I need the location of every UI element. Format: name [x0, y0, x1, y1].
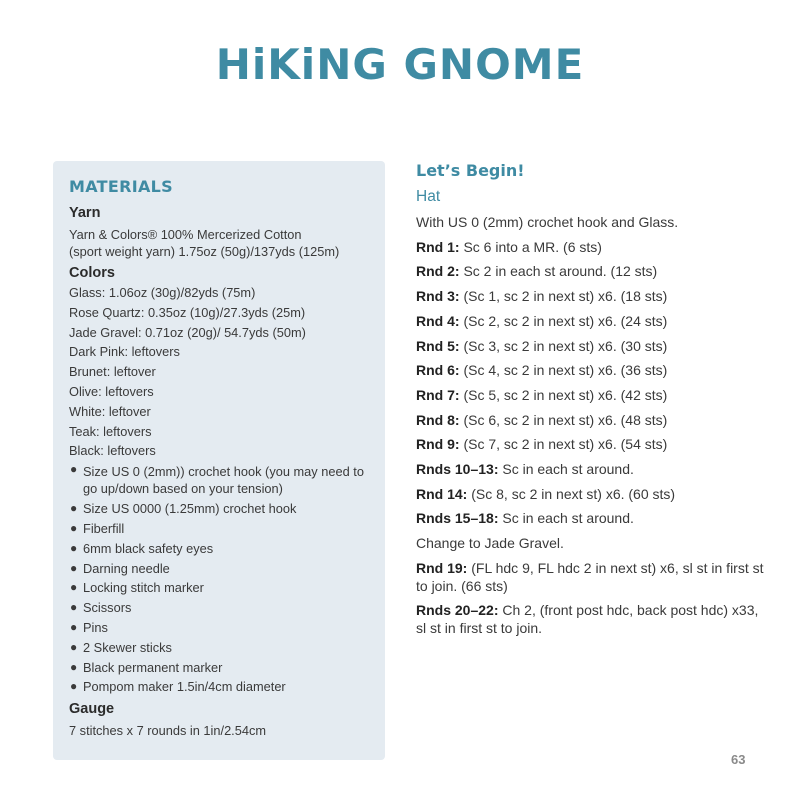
round-row: Rnd 8: (Sc 6, sc 2 in next st) x6. (48 sts)	[416, 411, 668, 428]
round-row: Rnd 19: (FL hdc 9, FL hdc 2 in next st) x6, sl st in first st to join. (66 sts)	[416, 559, 764, 594]
round-row: Rnd 6: (Sc 4, sc 2 in next st) x6. (36 sts)	[416, 362, 668, 379]
tool-item: ● Pompom maker 1.5in/4cm diameter	[69, 677, 371, 697]
round-row: Rnd 3: (Sc 1, sc 2 in next st) x6. (18 sts)	[416, 288, 668, 305]
tool-item: ● Black permanent marker	[69, 658, 371, 678]
round-row: Rnd 5: (Sc 3, sc 2 in next st) x6. (30 sts)	[416, 337, 668, 354]
tool-item: ● 6mm black safety eyes	[69, 539, 371, 559]
tool-item: ● Darning needle	[69, 559, 371, 579]
tool-item: ● Scissors	[69, 598, 371, 618]
materials-heading: MATERIALS	[69, 177, 173, 196]
bullet-icon: ●	[70, 679, 78, 694]
gauge-text: 7 stitches x 7 rounds in 1in/2.54cm	[69, 723, 267, 739]
color-change-note: Change to Jade Gravel.	[416, 535, 564, 552]
bullet-icon: ●	[70, 560, 78, 575]
bullet-icon: ●	[70, 659, 78, 674]
hat-section-heading: Hat	[416, 188, 441, 205]
yarn-line: (sport weight yarn) 1.75oz (50g)/137yds (125m)	[69, 244, 340, 259]
round-row: Rnds 10–13: Sc in each st around.	[416, 461, 634, 478]
color-item: White: leftover	[69, 403, 151, 419]
bullet-icon: ●	[70, 639, 78, 654]
color-item: Jade Gravel: 0.71oz (20g)/ 54.7yds (50m)	[69, 324, 306, 340]
round-row: Rnd 1: Sc 6 into a MR. (6 sts)	[416, 238, 602, 255]
color-item: Olive: leftovers	[69, 383, 154, 399]
gauge-heading: Gauge	[69, 701, 115, 718]
round-row: Rnds 15–18: Sc in each st around.	[416, 510, 634, 527]
tool-item: ● Locking stitch marker	[69, 578, 371, 598]
color-item: Rose Quartz: 0.35oz (10g)/27.3yds (25m)	[69, 304, 306, 320]
bullet-icon: ●	[70, 619, 78, 634]
bullet-icon: ●	[70, 501, 78, 516]
pattern-intro: With US 0 (2mm) crochet hook and Glass.	[416, 214, 679, 230]
bullet-icon: ●	[70, 520, 78, 535]
page-title: HiKiNG GNOME	[215, 40, 585, 89]
color-item: Glass: 1.06oz (30g)/82yds (75m)	[69, 285, 256, 300]
round-row: Rnd 14: (Sc 8, sc 2 in next st) x6. (60 sts)	[416, 485, 676, 502]
round-row: Rnd 9: (Sc 7, sc 2 in next st) x6. (54 sts)	[416, 436, 668, 453]
round-row: Rnd 4: (Sc 2, sc 2 in next st) x6. (24 sts)	[416, 312, 668, 329]
lets-begin-heading: Let’s Begin!	[416, 161, 525, 180]
tool-item: ● Size US 0 (2mm)) crochet hook (you may need to go up/down based on your tension)	[70, 462, 364, 497]
materials-panel	[53, 161, 385, 760]
bullet-icon: ●	[70, 540, 78, 555]
round-row: Rnds 20–22: Ch 2, (front post hdc, back post hdc) x33, sl st in first st to join.	[416, 601, 759, 636]
color-item: Brunet: leftover	[69, 364, 156, 380]
color-item: Dark Pink: leftovers	[69, 344, 180, 360]
yarn-heading: Yarn	[69, 205, 101, 221]
color-item: Black: leftovers	[69, 443, 156, 459]
page-number: 63	[731, 752, 746, 767]
color-item: Teak: leftovers	[69, 423, 152, 439]
bullet-icon: ●	[70, 580, 78, 595]
colors-heading: Colors	[69, 265, 115, 281]
tool-item: ● Pins	[69, 618, 371, 638]
tools-list	[69, 461, 371, 697]
round-row: Rnd 2: Sc 2 in each st around. (12 sts)	[416, 263, 658, 280]
tool-item: ● Size US 0000 (1.25mm) crochet hook	[69, 499, 371, 519]
round-row: Rnd 7: (Sc 5, sc 2 in next st) x6. (42 sts)	[416, 386, 668, 403]
tool-item: ● Fiberfill	[69, 519, 371, 539]
bullet-icon: ●	[70, 462, 78, 477]
bullet-icon: ●	[70, 600, 78, 615]
yarn-line: Yarn & Colors® 100% Mercerized Cotton	[69, 227, 302, 242]
pattern-column	[416, 160, 766, 640]
tool-item: ● 2 Skewer sticks	[69, 638, 371, 658]
